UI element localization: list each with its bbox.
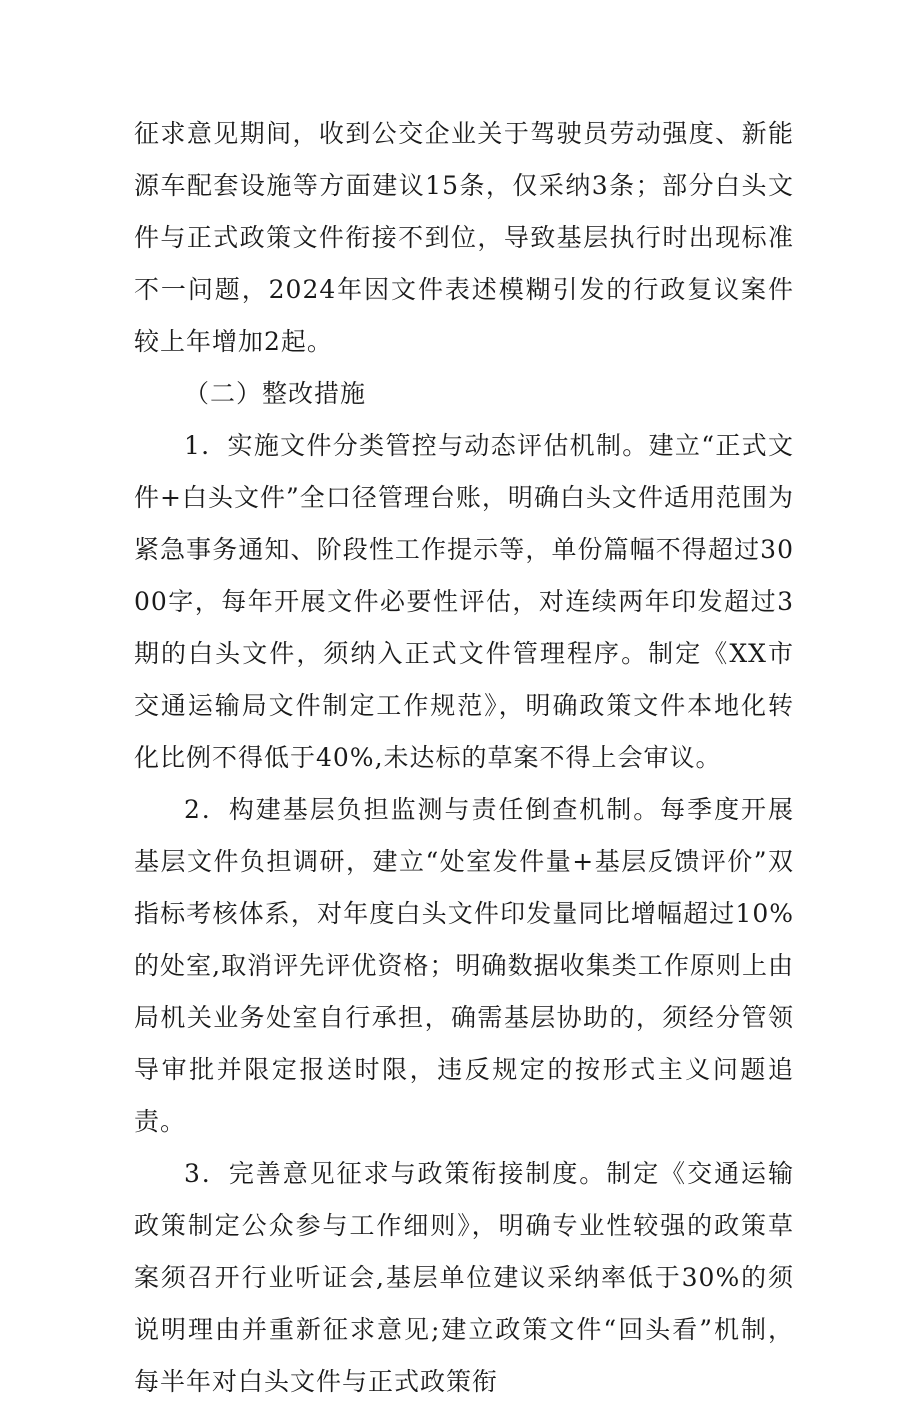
paragraph-measure-2: 2．构建基层负担监测与责任倒查机制。每季度开展基层文件负担调研，建立“处室发件量+基层反馈评价”双指标考核体系，对年度白头文件印发量同比增幅超过10%的处室,取消评先评优资格；明确数据收集类工作原则上由局机关业务处室自行承担，确需基层协助的，须经分管领导审批并限定报送时限，违反规定的按形式主义问题追责。	[134, 795, 794, 1136]
paragraph-feedback-issues: 征求意见期间，收到公交企业关于驾驶员劳动强度、新能源车配套设施等方面建议15条，仅采纳3条；部分白头文件与正式政策文件衔接不到位，导致基层执行时出现标准不一问题，2024年因文件表述模糊引发的行政复议案件较上年增加2起。	[134, 119, 794, 356]
document-body	[134, 108, 794, 1408]
paragraph-measure-3: 3．完善意见征求与政策衔接制度。制定《交通运输政策制定公众参与工作细则》，明确专业性较强的政策草案须召开行业听证会,基层单位建议采纳率低于30%的须说明理由并重新征求意见;建立政策文件“回头看”机制，每半年对白头文件与正式政策衔	[134, 1159, 794, 1396]
paragraph-measure-1: 1．实施文件分类管控与动态评估机制。建立“正式文件+白头文件”全口径管理台账，明确白头文件适用范围为紧急事务通知、阶段性工作提示等，单份篇幅不得超过3000字，每年开展文件必要性评估，对连续两年印发超过3期的白头文件，须纳入正式文件管理程序。制定《XX市交通运输局文件制定工作规范》，明确政策文件本地化转化比例不得低于40%,未达标的草案不得上会审议。	[134, 431, 794, 772]
section-heading-rectification: （二）整改措施	[184, 379, 367, 408]
